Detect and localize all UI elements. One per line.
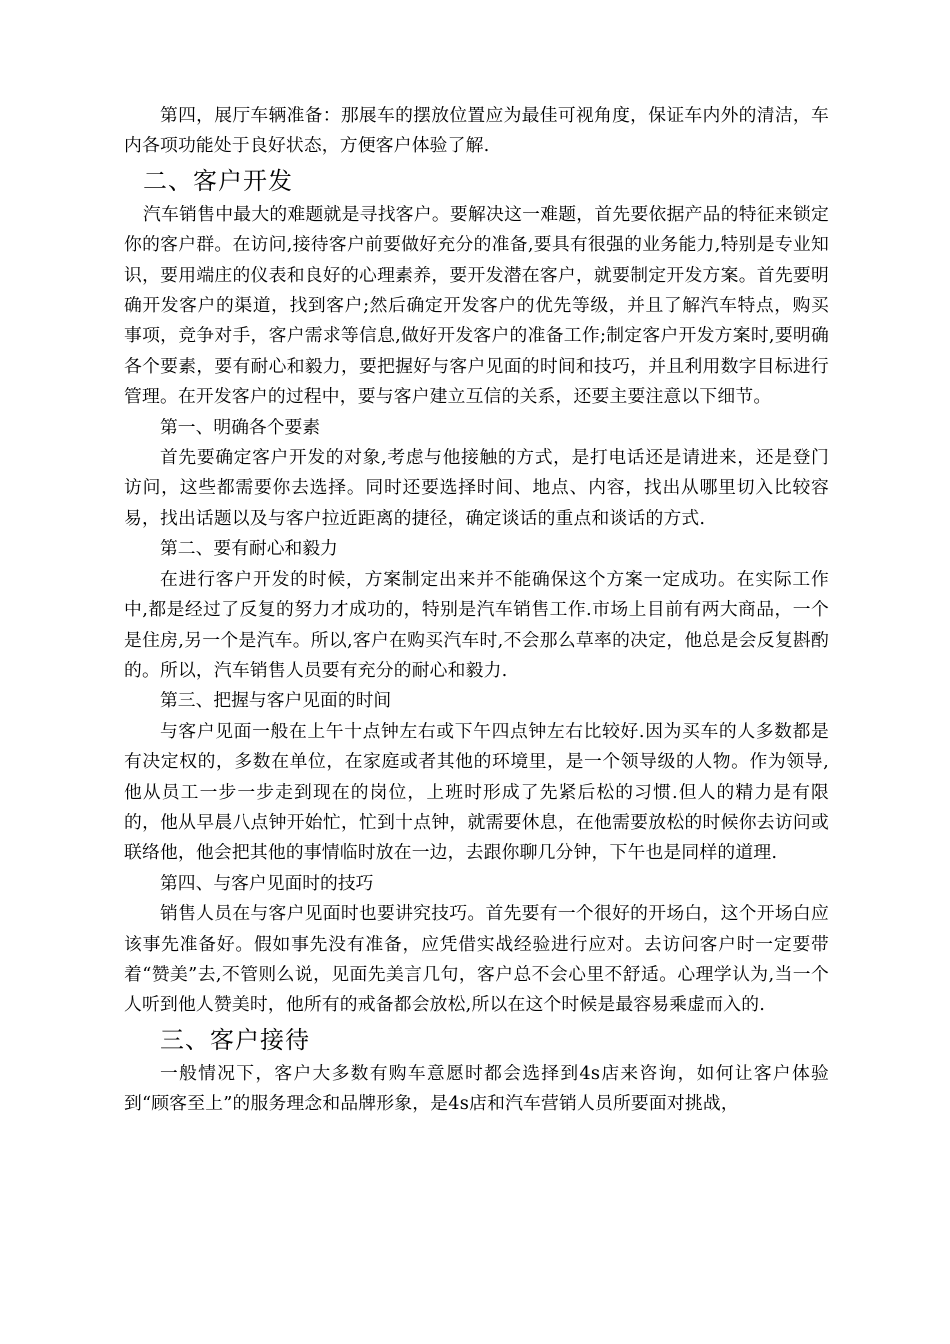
paragraph-showroom-vehicles: 第四，展厅车辆准备：那展车的摆放位置应为最佳可视角度，保证车内外的清洁，车内各项功能处于良好状态，方便客户体验了解. <box>124 105 829 157</box>
section-heading-customer-reception: 三、客户接待 <box>160 1025 310 1054</box>
paragraph-patience-persistence: 在进行客户开发的时候，方案制定出来并不能确保这个方案一定成功。在实际工作中,都是经过了反复的努力才成功的，特别是汽车销售工作.市场上目前有两大商品，一个是住房,另一个是汽车。所以,客户在购买汽车时,不会那么草率的决定，他总是会反复斟酌的。所以，汽车销售人员要有充分的耐心和毅力. <box>124 568 829 681</box>
subheading-meeting-skills: 第四、与客户见面时的技巧 <box>160 872 374 894</box>
paragraph-customer-reception: 一般情况下，客户大多数有购车意愿时都会选择到4s店来咨询，如何让客户体验到“顾客至上”的服务理念和品牌形象，是4s店和汽车营销人员所要面对挑战， <box>124 1062 829 1115</box>
subheading-define-elements: 第一、明确各个要素 <box>160 416 321 438</box>
paragraph-meeting-skills: 销售人员在与客户见面时也要讲究技巧。首先要有一个很好的开场白，这个开场白应该事先准备好。假如事先没有准备，应凭借实战经验进行应对。去访问客户时一定要带着“赞美”去,不管则么说，见面先美言几句，客户总不会心里不舒适。心理学认为,当一个人听到他人赞美时，他所有的戒备都会放松,所以在这个时候是最容易乘虚而入的. <box>124 903 829 1016</box>
paragraph-customer-development-intro: 汽车销售中最大的难题就是寻找客户。要解决这一难题，首先要依据产品的特征来锁定你的客户群。在访问,接待客户前要做好充分的准备,要具有很强的业务能力,特别是专业知识，要用端庄的仪表和良好的心理素养，要开发潜在客户，就要制定开发方案。首先要明确开发客户的渠道，找到客户;然后确定开发客户的优先等级，并且了解汽车特点，购买事项，竞争对手，客户需求等信息,做好开发客户的准备工作;制定客户开发方案时,要明确各个要素，要有耐心和毅力，要把握好与客户见面的时间和技巧，并且利用数字目标进行管理。在开发客户的过程中，要与客户建立互信的关系，还要主要注意以下细节。 <box>124 203 829 408</box>
subheading-patience-persistence: 第二、要有耐心和毅力 <box>160 538 338 560</box>
subheading-meeting-time: 第三、把握与客户见面的时间 <box>160 690 392 712</box>
section-heading-customer-development: 二、客户开发 <box>143 166 293 195</box>
document-body <box>124 101 829 1120</box>
paragraph-define-elements: 首先要确定客户开发的对象,考虑与他接触的方式，是打电话还是请进来，还是登门访问，这些都需要你去选择。同时还要选择时间、地点、内容，找出从哪里切入比较容易，找出话题以及与客户拉近距离的捷径，确定谈话的重点和谈话的方式. <box>124 447 829 529</box>
paragraph-meeting-time: 与客户见面一般在上午十点钟左右或下午四点钟左右比较好.因为买车的人多数都是有决定权的，多数在单位，在家庭或者其他的环境里，是一个领导级的人物。作为领导,他从员工一步一步走到现在的岗位，上班时形成了先紧后松的习惯.但人的精力是有限的，他从早晨八点钟开始忙，忙到十点钟，就需要休息，在他需要放松的时候你去访问或联络他，他会把其他的事情临时放在一边，去跟你聊几分钟，下午也是同样的道理. <box>124 720 829 864</box>
